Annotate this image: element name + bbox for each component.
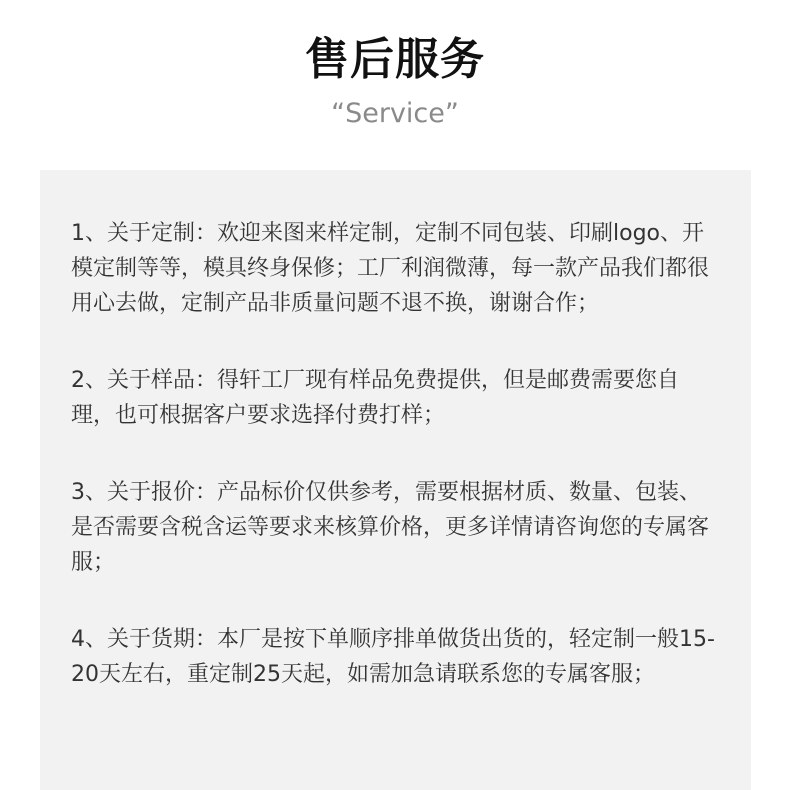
page-title: 售后服务 bbox=[305, 34, 485, 85]
service-item-delivery: 4、关于货期：本厂是按下单顺序排单做货出货的，轻定制一般15-20天左右，重定制25天起，如需加急请联系您的专属客服； bbox=[71, 627, 715, 687]
service-list bbox=[71, 216, 721, 734]
page-subtitle: “Service” bbox=[331, 98, 459, 129]
service-item-customization: 1、关于定制：欢迎来图来样定制，定制不同包装、印刷logo、开模定制等等，模具终身保修；工厂利润微薄，每一款产品我们都很用心去做，定制产品非质量问题不退不换，谢谢合作； bbox=[71, 221, 710, 316]
service-item-pricing: 3、关于报价：产品标价仅供参考，需要根据材质、数量、包装、是否需要含税含运等要求来核算价格，更多详情请咨询您的专属客服； bbox=[71, 480, 710, 575]
service-item-samples: 2、关于样品：得轩工厂现有样品免费提供，但是邮费需要您自理，也可根据客户要求选择付费打样； bbox=[71, 368, 679, 428]
service-content-panel bbox=[40, 170, 751, 790]
